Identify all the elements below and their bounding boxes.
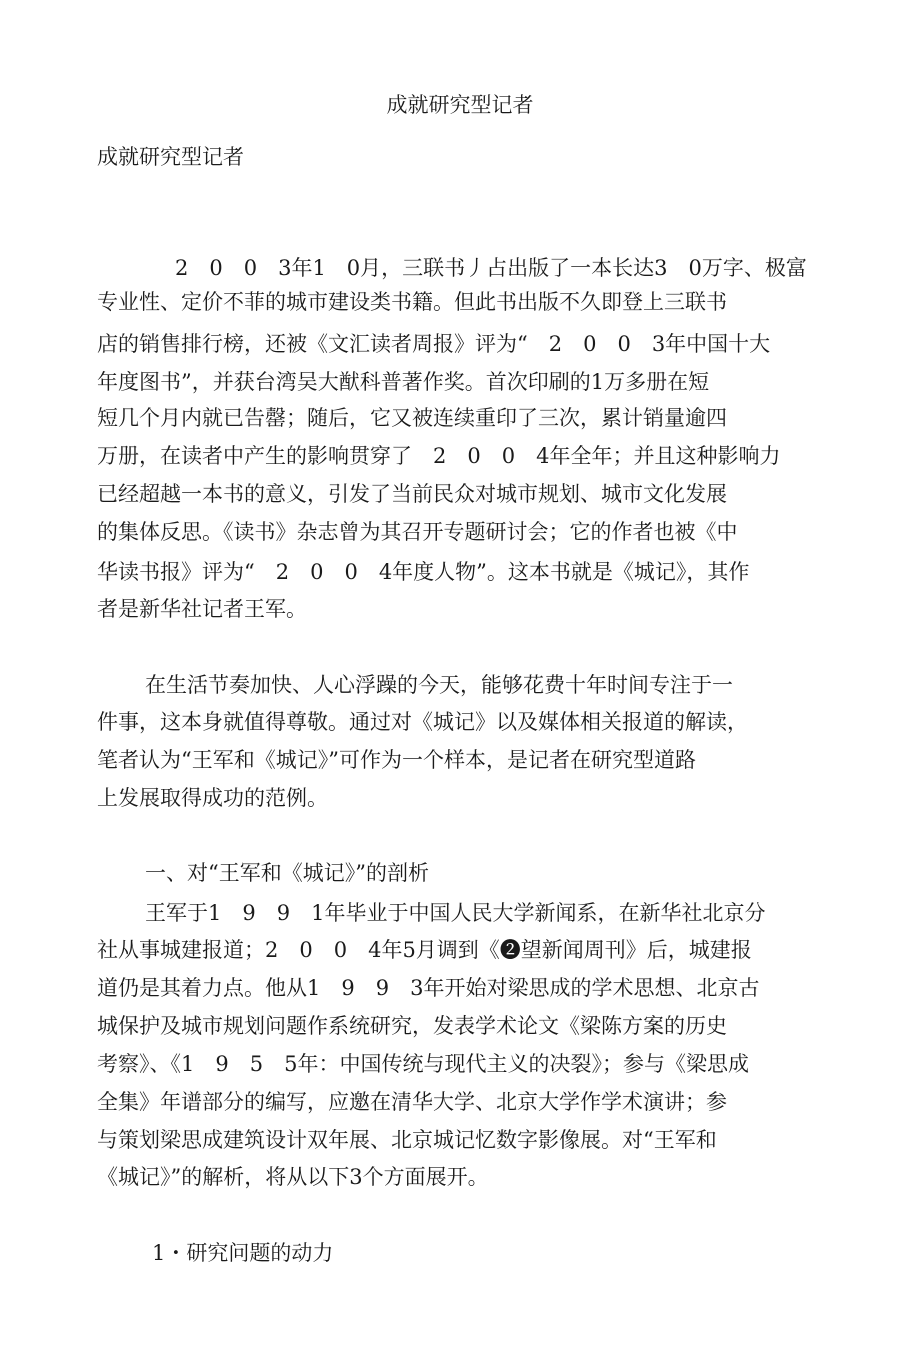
text-line: 道仍是其着力点。他从1 9 9 3年开始对梁思成的学术思想、北京古 xyxy=(97,976,760,1000)
text-line: 短几个月内就已告罄；随后，它又被连续重印了三次，累计销量逾四 xyxy=(97,406,727,430)
text-line: 已经超越一本书的意义，引发了当前民众对城市规划、城市文化发展 xyxy=(97,482,727,506)
text-line: 者是新华社记者王军。 xyxy=(97,597,307,621)
text-line: 《城记》”的解析，将从以下3个方面展开。 xyxy=(97,1165,489,1189)
document-title: 成就研究型记者 xyxy=(386,93,534,117)
text-line: 的集体反思。《读书》杂志曾为其召开专题研讨会；它的作者也被《中 xyxy=(97,520,738,544)
text-line: 万册，在读者中产生的影响贯穿了 2 0 0 4年全年；并且这种影响力 xyxy=(97,444,781,468)
text-line: 全集》年谱部分的编写，应邀在清华大学、北京大学作学术演讲；参 xyxy=(97,1090,727,1114)
section-heading: 一、对“王军和《城记》”的剖析 xyxy=(145,861,429,885)
text-line: 笔者认为“王军和《城记》”可作为一个样本，是记者在研究型道路 xyxy=(97,748,696,772)
subsection-heading: 1・研究问题的动力 xyxy=(152,1241,334,1265)
text-line: 与策划梁思成建筑设计双年展、北京城记忆数字影像展。对“王军和 xyxy=(97,1128,717,1152)
text-line: 店的销售排行榜，还被《文汇读者周报》评为“ 2 0 0 3年中国十大 xyxy=(97,332,771,356)
text-line: 专业性、定价不菲的城市建设类书籍。但此书出版不久即登上三联书 xyxy=(97,290,727,314)
document-subtitle: 成就研究型记者 xyxy=(97,145,244,169)
text-line: 考察》、《1 9 5 5年：中国传统与现代主义的决裂》；参与《梁思成 xyxy=(97,1052,749,1076)
text-line: 件事，这本身就值得尊敬。通过对《城记》以及媒体相关报道的解读， xyxy=(97,710,748,734)
text-line: 王军于1 9 9 1年毕业于中国人民大学新闻系，在新华社北京分 xyxy=(145,901,766,925)
text-line: 社从事城建报道；2 0 0 4年5月调到《❷望新闻周刊》后，城建报 xyxy=(97,938,752,962)
text-line: 城保护及城市规划问题作系统研究，发表学术论文《梁陈方案的历史 xyxy=(97,1014,727,1038)
text-line: 年度图书”，并获台湾吴大猷科普著作奖。首次印刷的1万多册在短 xyxy=(97,370,710,394)
text-line: 2 0 0 3年1 0月，三联书丿占出版了一本长达3 0万字、极富 xyxy=(175,256,807,280)
text-line: 华读书报》评为“ 2 0 0 4年度人物”。这本书就是《城记》，其作 xyxy=(97,560,750,584)
text-line: 在生活节奏加快、人心浮躁的今天，能够花费十年时间专注于一 xyxy=(145,673,733,697)
text-line: 上发展取得成功的范例。 xyxy=(97,786,328,810)
